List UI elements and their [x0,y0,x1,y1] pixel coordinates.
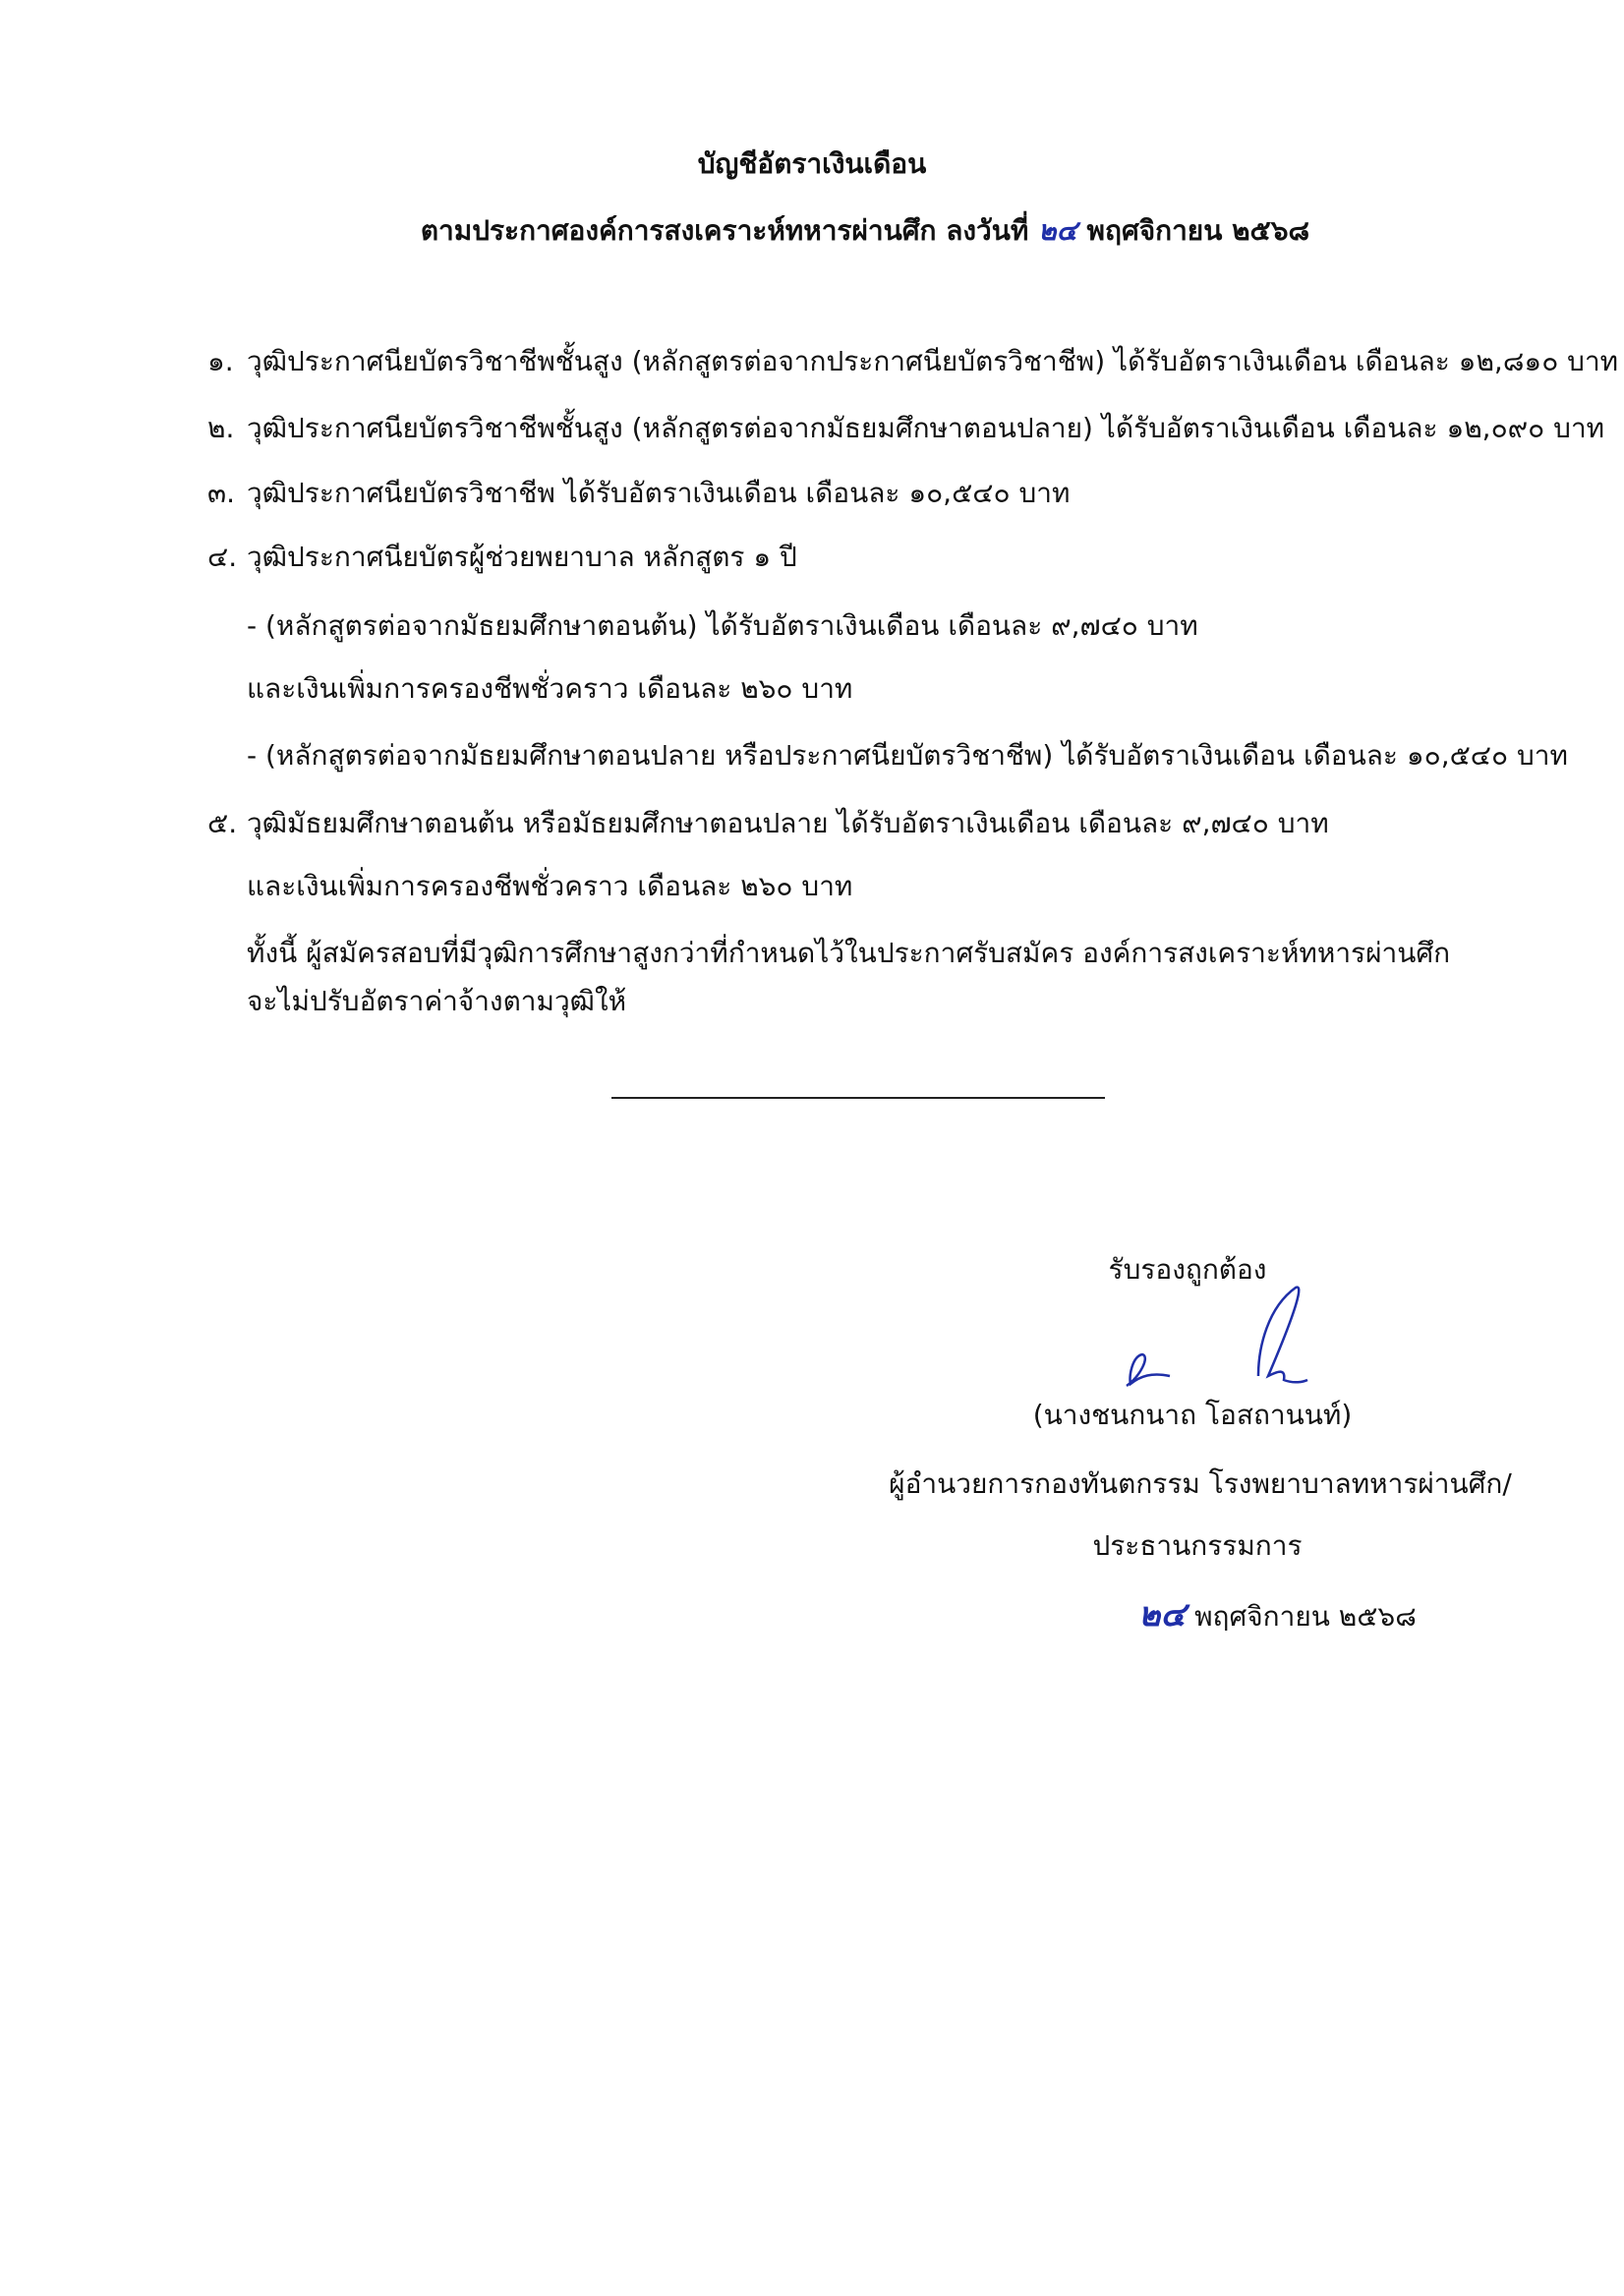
item-number: ๕. [207,807,238,839]
list-item [207,806,1329,841]
sub-item: - (หลักสูตรต่อจากมัธยมศึกษาตอนปลาย หรือประกาศนียบัตรวิชาชีพ) ได้รับอัตราเงินเดือน เดือนละ ๑๐,๕๔๐ บาท [247,739,1568,772]
signature-date [1138,1597,1417,1635]
item-text: วุฒิประกาศนียบัตรวิชาชีพชั้นสูง (หลักสูตรต่อจากมัธยมศึกษาตอนปลาย) ได้รับอัตราเงินเดือน เดือนละ ๑๒,๐๙๐ บาท [247,412,1605,444]
signer-role: ประธานกรรมการ [1092,1529,1303,1562]
list-item [207,476,1070,511]
item-number: ๔. [207,541,238,573]
item-text: วุฒิมัธยมศึกษาตอนต้น หรือมัธยมศึกษาตอนปลาย ได้รับอัตราเงินเดือน เดือนละ ๙,๗๔๐ บาท [247,807,1329,839]
list-item [207,540,797,575]
signer-position: ผู้อำนวยการกองทันตกรรม โรงพยาบาลทหารผ่านศึก/ [889,1467,1512,1500]
item-number: ๓. [207,477,236,509]
document-subtitle [421,213,1309,249]
note-line: จะไม่ปรับอัตราค่าจ้างตามวุฒิให้ [247,985,627,1017]
item-number: ๑. [207,345,234,377]
item-text: วุฒิประกาศนียบัตรวิชาชีพชั้นสูง (หลักสูตรต่อจากประกาศนียบัตรวิชาชีพ) ได้รับอัตราเงินเดือน เดือนละ ๑๒,๘๑๐ บาท [247,345,1619,377]
date-month-year: พฤศจิกายน ๒๕๖๘ [1194,1600,1417,1633]
document-title: บัญชีอัตราเงินเดือน [697,147,927,180]
note-line: ทั้งนี้ ผู้สมัครสอบที่มีวุฒิการศึกษาสูงกว่าที่กำหนดไว้ในประกาศรับสมัคร องค์การสงเคราะห์ทหารผ่านศึก [247,937,1451,969]
subtitle-prefix: ตามประกาศองค์การสงเคราะห์ทหารผ่านศึก ลงวันที่ [420,214,1029,247]
certified-label: รับรองถูกต้อง [1108,1253,1267,1286]
item-text: วุฒิประกาศนียบัตรผู้ช่วยพยาบาล หลักสูตร ๑ ปี [247,541,797,573]
handwritten-day: ๒๔ [1138,1595,1187,1635]
handwritten-day: ๒๔ [1038,214,1077,247]
list-item [207,344,1618,379]
list-item [207,411,1604,446]
subtitle-month-year: พฤศจิกายน ๒๕๖๘ [1086,214,1310,247]
divider-line [611,1097,1105,1099]
item-number: ๒. [207,412,235,444]
item-text: วุฒิประกาศนียบัตรวิชาชีพ ได้รับอัตราเงินเดือน เดือนละ ๑๐,๕๔๐ บาท [247,477,1071,509]
sub-item: และเงินเพิ่มการครองชีพชั่วคราว เดือนละ ๒๖๐ บาท [247,870,853,902]
sub-item: - (หลักสูตรต่อจากมัธยมศึกษาตอนต้น) ได้รับอัตราเงินเดือน เดือนละ ๙,๗๔๐ บาท [247,609,1198,642]
signer-name: (นางชนกนาถ โอสถานนท์) [1032,1399,1353,1431]
signature [1111,1278,1327,1406]
sub-item: และเงินเพิ่มการครองชีพชั่วคราว เดือนละ ๒๖๐ บาท [247,672,853,705]
